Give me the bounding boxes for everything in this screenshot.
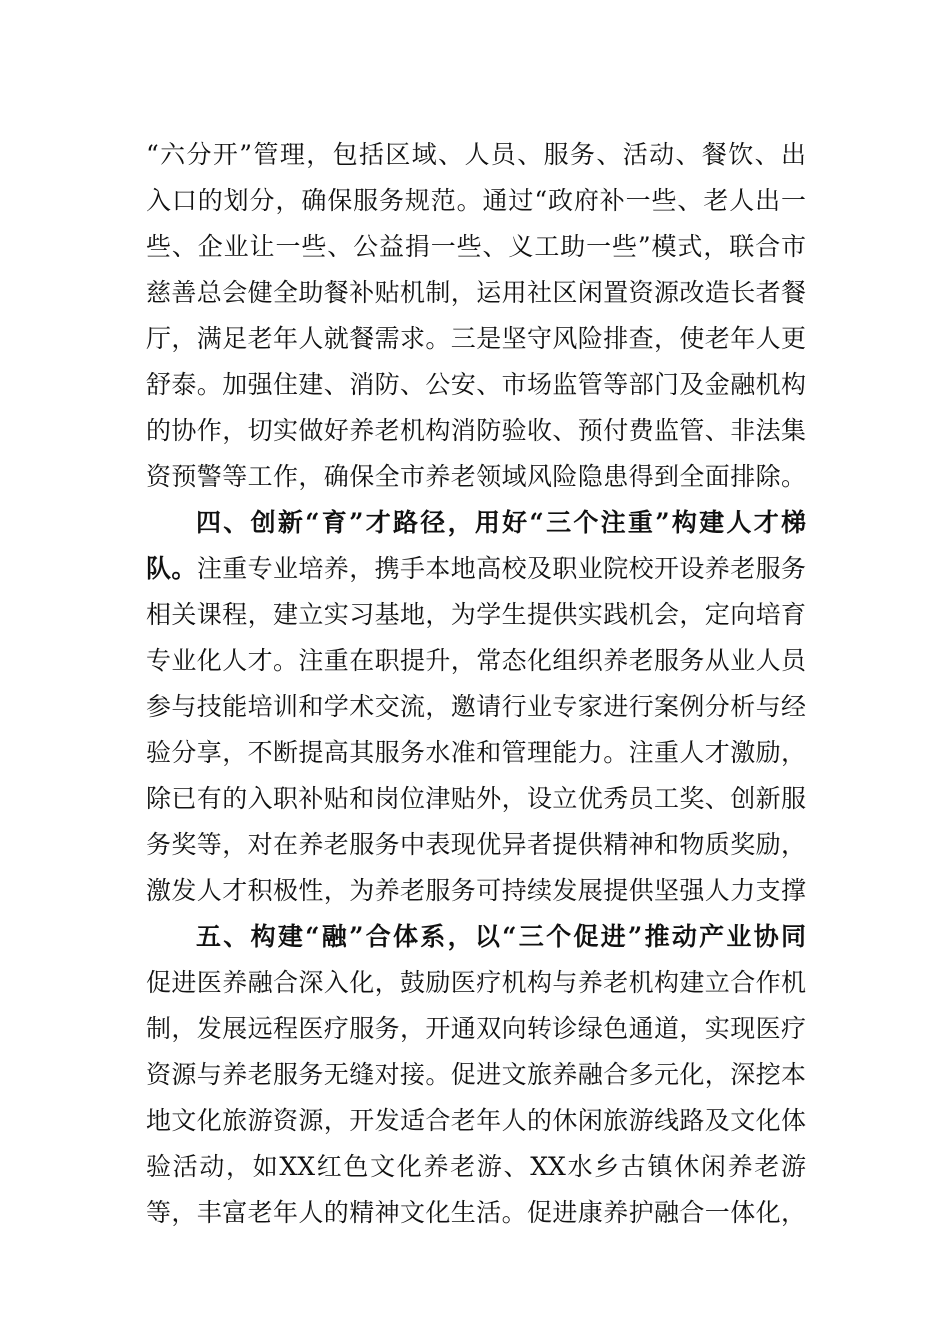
paragraph-line: 等，丰富老年人的精神文化生活。促进康养护融合一体化， xyxy=(146,1198,806,1227)
paragraph-line: 的协作，切实做好养老机构消防验收、预付费监管、非法集 xyxy=(146,416,806,445)
section-4-body-start: 注重专业培养，携手本地高校及职业院校开设养老服务 xyxy=(196,554,806,583)
paragraph-line: “六分开”管理，包括区域、人员、服务、活动、餐饮、出 xyxy=(146,140,806,169)
paragraph-line: 专业化人才。注重在职提升，常态化组织养老服务从业人员 xyxy=(146,646,806,675)
paragraph-line: 务奖等，对在养老服务中表现优异者提供精神和物质奖励， xyxy=(146,830,806,859)
section-4-heading-continuation xyxy=(146,551,806,587)
section-4-heading-end: 队。 xyxy=(146,554,197,583)
paragraph-line: 参与技能培训和学术交流，邀请行业专家进行案例分析与经 xyxy=(146,692,806,721)
paragraph-line: 地文化旅游资源，开发适合老年人的休闲旅游线路及文化体 xyxy=(146,1106,806,1135)
section-5-heading: 五、构建“融”合体系，以“三个促进”推动产业协同 xyxy=(196,922,806,951)
section-4-heading: 四、创新“育”才路径，用好“三个注重”构建人才梯 xyxy=(196,508,806,537)
paragraph-line: 厅，满足老年人就餐需求。三是坚守风险排查，使老年人更 xyxy=(146,324,806,353)
paragraph-line: 促进医养融合深入化，鼓励医疗机构与养老机构建立合作机 xyxy=(146,968,806,997)
paragraph-line: 舒泰。加强住建、消防、公安、市场监管等部门及金融机构 xyxy=(146,370,806,399)
paragraph-line: 些、企业让一些、公益捐一些、义工助一些”模式，联合市 xyxy=(146,232,806,261)
paragraph-line: 入口的划分，确保服务规范。通过“政府补一些、老人出一 xyxy=(146,186,806,215)
paragraph-line: 除已有的入职补贴和岗位津贴外，设立优秀员工奖、创新服 xyxy=(146,784,806,813)
paragraph-line: 验活动，如XX红色文化养老游、XX水乡古镇休闲养老游 xyxy=(146,1152,806,1181)
paragraph-line: 慈善总会健全助餐补贴机制，运用社区闲置资源改造长者餐 xyxy=(146,278,806,307)
paragraph-line: 验分享，不断提高其服务水准和管理能力。注重人才激励， xyxy=(146,738,806,767)
paragraph-line: 激发人才积极性，为养老服务可持续发展提供坚强人力支撑 xyxy=(146,876,806,905)
paragraph-line: 资源与养老服务无缝对接。促进文旅养融合多元化，深挖本 xyxy=(146,1060,806,1089)
paragraph-line: 资预警等工作，确保全市养老领域风险隐患得到全面排除。 xyxy=(146,462,806,491)
paragraph-line: 制，发展远程医疗服务，开通双向转诊绿色通道，实现医疗 xyxy=(146,1014,806,1043)
paragraph-line: 相关课程，建立实习基地，为学生提供实践机会，定向培育 xyxy=(146,600,806,629)
